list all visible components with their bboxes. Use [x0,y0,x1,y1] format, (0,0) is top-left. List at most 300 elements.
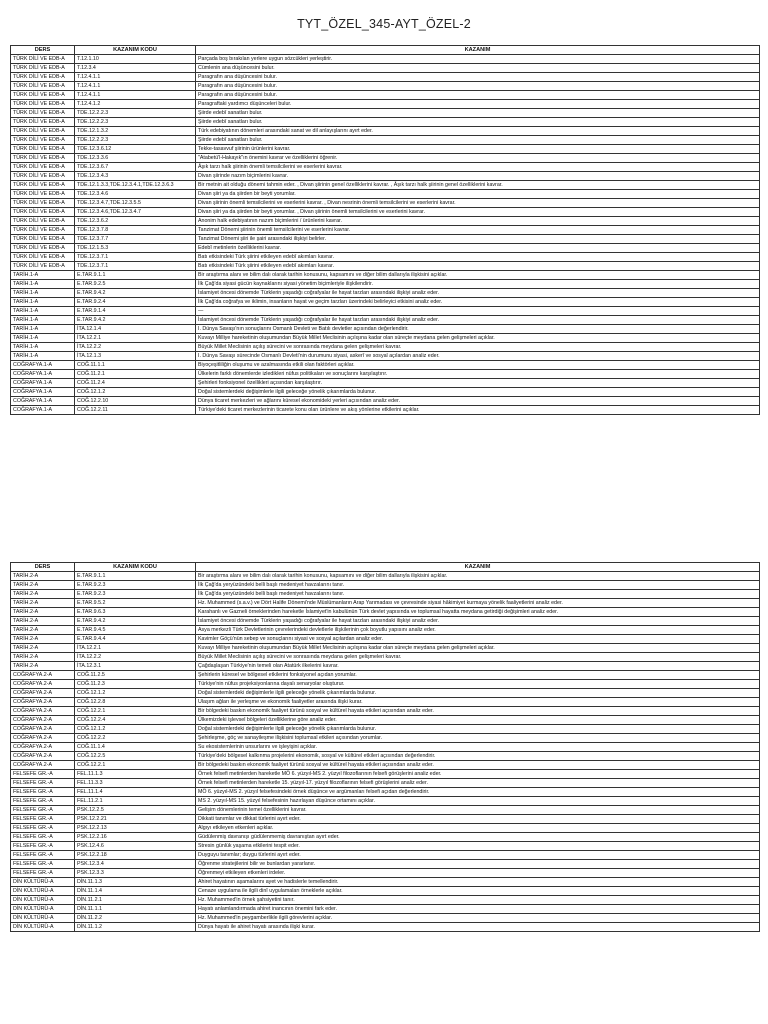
cell-kazanim: İslamiyet öncesi dönemde Türklerin yaşadığı coğrafyalar ile hayat tarzları arasındaki ilişkiyi analiz eder. [196,316,760,325]
table-row [11,743,760,752]
table-header-row [11,46,760,55]
cell-kazanim-kodu: T.12.4.1.1 [75,91,196,100]
cell-kazanim: Doğal sistemlerdeki değişimlerle ilgili geleceğe yönelik çıkarımlarda bulunur. [196,388,760,397]
cell-ders: TÜRK DİLİ VE EDB-A [11,154,75,163]
table-row [11,406,760,415]
cell-kazanim-kodu: COĞ.11.2.3 [75,680,196,689]
cell-ders: TARİH.2-A [11,590,75,599]
table-row [11,590,760,599]
column-header-kazanim-kodu: KAZANIM KODU [75,46,196,55]
cell-ders: FELSEFE GR.-A [11,788,75,797]
cell-ders: TARİH.1-A [11,334,75,343]
cell-kazanim: Şehirleşme, göç ve sanayileşme ilişkisini toplumsal etkileri açısından yorumlar. [196,734,760,743]
cell-kazanim: Kuvayı Milliye hareketinin oluşumundan Büyük Millet Meclisinin açılışına kadar olan süreçte meydana gelen gelişmeleri açıklar. [196,644,760,653]
cell-ders: COĞRAFYA.1-A [11,397,75,406]
cell-kazanim: İslamiyet öncesi dönemde Türklerin yaşadığı coğrafyalar ile hayat tarzları arasındaki ilişkiyi analiz eder. [196,617,760,626]
table-row [11,725,760,734]
table-row [11,208,760,217]
table-row [11,860,760,869]
cell-kazanim: Şiirde edebî sanatları bulur. [196,118,760,127]
cell-kazanim-kodu: TDE.12.3.7.1 [75,262,196,271]
cell-kazanim-kodu: E.TAR.9.6.3 [75,608,196,617]
table-row [11,923,760,932]
table-row [11,235,760,244]
cell-kazanim: Parçada boş bırakılan yerlere uygun sözcükleri yerleştirir. [196,55,760,64]
cell-ders: FELSEFE GR.-A [11,770,75,779]
cell-kazanim-kodu: COĞ.12.2.1 [75,707,196,716]
cell-kazanim: Paragrafın ana düşüncesini bulur. [196,91,760,100]
column-header-kazanim-kodu: KAZANIM KODU [75,563,196,572]
cell-kazanim: Bir araştırma alanı ve bilim dalı olarak tarihin konusunu, kapsamını ve diğer bilim dallarıyla ilişkisini açıklar. [196,271,760,280]
cell-ders: TÜRK DİLİ VE EDB-A [11,208,75,217]
cell-kazanim-kodu: COĞ.12.2.2 [75,734,196,743]
cell-kazanim: Edebî metinlerin özelliklerini kavrar. [196,244,760,253]
cell-kazanim: Dünya ticaret merkezleri ve ağlarını küresel ekonomideki yerleri açısından analiz eder. [196,397,760,406]
column-header-ders: DERS [11,46,75,55]
cell-kazanim-kodu: PSK.12.3.3 [75,869,196,878]
cell-ders: TÜRK DİLİ VE EDB-A [11,217,75,226]
cell-ders: FELSEFE GR.-A [11,815,75,824]
cell-kazanim-kodu: İTA.12.2.1 [75,644,196,653]
table-row [11,325,760,334]
table-row [11,608,760,617]
table-row [11,397,760,406]
cell-kazanim-kodu: PSK.12.2.5 [75,806,196,815]
cell-ders: COĞRAFYA.1-A [11,388,75,397]
cell-ders: TARİH.1-A [11,271,75,280]
table-row [11,779,760,788]
cell-ders: TARİH.2-A [11,644,75,653]
cell-ders: TARİH.2-A [11,653,75,662]
cell-ders: TÜRK DİLİ VE EDB-A [11,73,75,82]
cell-kazanim: Stresin günlük yaşama etkilerini tespit eder. [196,842,760,851]
cell-ders: TÜRK DİLİ VE EDB-A [11,109,75,118]
table-row [11,154,760,163]
table-row [11,644,760,653]
table-row [11,136,760,145]
cell-ders: TÜRK DİLİ VE EDB-A [11,244,75,253]
cell-ders: COĞRAFYA.2-A [11,734,75,743]
cell-ders: DİN KÜLTÜRÜ-A [11,878,75,887]
cell-kazanim: Bir bölgedeki baskın ekonomik faaliyet türünü sosyal ve kültürel hayata etkileri açısından analiz eder. [196,707,760,716]
column-header-ders: DERS [11,563,75,572]
cell-kazanim: Cümlenin ana düşüncesini bulur. [196,64,760,73]
cell-kazanim-kodu: TDE.12.3.7.8 [75,226,196,235]
cell-kazanim-kodu: COĞ.12.2.10 [75,397,196,406]
cell-ders: FELSEFE GR.-A [11,869,75,878]
cell-kazanim-kodu: COĞ.12.1.2 [75,725,196,734]
table-row [11,815,760,824]
cell-ders: TARİH.1-A [11,325,75,334]
cell-ders: DİN KÜLTÜRÜ-A [11,905,75,914]
table-row [11,806,760,815]
table-row [11,581,760,590]
cell-kazanim: Karahanlı ve Gazneli örneklerinden hareketle İslamiyet'in kabulünün Türk devlet yapısında ve toplumsal hayatta meydana getirdiği değişimleri analiz eder. [196,608,760,617]
cell-kazanim: Batı etkisindeki Türk şiirini etkileyen edebî akımları kavrar. [196,253,760,262]
kazanim-table-2 [10,562,760,932]
cell-kazanim-kodu: COĞ.12.2.11 [75,406,196,415]
cell-kazanim: Bir metnin ait olduğu dönemi tahmin eder. , Divan şiirinin genel özelliklerini kavrar. , Âşık tarzı halk şiirinin genel özelliklerini kavrar. [196,181,760,190]
table-row [11,307,760,316]
table-row [11,689,760,698]
cell-ders: TÜRK DİLİ VE EDB-A [11,163,75,172]
cell-kazanim: Dünya hayatı ile ahiret hayatı arasında ilişki kurar. [196,923,760,932]
cell-kazanim-kodu: E.TAR.9.5.2 [75,599,196,608]
cell-kazanim-kodu: COĞ.11.1.4 [75,743,196,752]
cell-kazanim-kodu: COĞ.11.2.5 [75,671,196,680]
cell-kazanim: Divan şiiri ya da şiirden bir beyti yorumlar. , Divan şiirinin önemli temsilcilerini ve eserlerini kavrar. [196,208,760,217]
cell-kazanim-kodu: T.12.3.4 [75,64,196,73]
column-header-kazanim: KAZANIM [196,46,760,55]
cell-ders: TÜRK DİLİ VE EDB-A [11,100,75,109]
table-row [11,869,760,878]
table-row [11,379,760,388]
table-row [11,343,760,352]
cell-ders: COĞRAFYA.2-A [11,725,75,734]
cell-kazanim-kodu: PSK.12.4.6 [75,842,196,851]
table-row [11,253,760,262]
cell-kazanim-kodu: FEL.11.3.3 [75,779,196,788]
cell-ders: TÜRK DİLİ VE EDB-A [11,145,75,154]
cell-kazanim: Divan şiirinde nazım biçimlerini kavrar. [196,172,760,181]
table-row [11,280,760,289]
cell-kazanim: MÖ 6. yüzyıl-MS 2. yüzyıl felsefesindeki örnek düşünce ve argümanları felsefi açıdan değerlendirir. [196,788,760,797]
cell-kazanim-kodu: TDE.12.3.4.6,TDE.12.3.4.7 [75,208,196,217]
cell-kazanim: Dikkati tanımlar ve dikkat türlerini ayırt eder. [196,815,760,824]
cell-kazanim: İslamiyet öncesi dönemde Türklerin yaşadığı coğrafyalar ile hayat tarzları arasındaki ilişkiyi analiz eder. [196,289,760,298]
cell-kazanim-kodu: İTA.12.2.2 [75,343,196,352]
cell-ders: TÜRK DİLİ VE EDB-A [11,91,75,100]
cell-kazanim-kodu: PSK.12.2.13 [75,824,196,833]
cell-kazanim: Şiirde edebî sanatları bulur. [196,136,760,145]
cell-ders: COĞRAFYA.1-A [11,361,75,370]
table-row [11,833,760,842]
cell-kazanim-kodu: PSK.12.2.16 [75,833,196,842]
table-row [11,761,760,770]
cell-kazanim: Divan şiiri ya da şiirden bir beyti yorumlar. [196,190,760,199]
kazanim-table-1 [10,45,760,415]
cell-kazanim: Şehirlerin küresel ve bölgesel etkilerini fonksiyonel açıdan yorumlar. [196,671,760,680]
cell-ders: TÜRK DİLİ VE EDB-A [11,253,75,262]
table-row [11,797,760,806]
cell-kazanim-kodu: DİN.11.1.3 [75,878,196,887]
cell-kazanim-kodu: COĞ.12.1.2 [75,388,196,397]
cell-kazanim: Algıyı etkileyen etkenleri açıklar. [196,824,760,833]
cell-kazanim-kodu: COĞ.12.2.4 [75,716,196,725]
cell-kazanim: Paragrafın ana düşüncesini bulur. [196,82,760,91]
cell-kazanim-kodu: TDE.12.1.3.3,TDE.12.3.4.1,TDE.12.3.6.3 [75,181,196,190]
table-row [11,199,760,208]
cell-kazanim: Âşık tarzı halk şiirinin önemli temsilcilerini ve eserlerini kavrar. [196,163,760,172]
cell-kazanim: Divan şiirinin önemli temsilcilerini ve eserlerini kavrar. , Divan nesrinin önemli temsilcilerini ve eserlerini kavrar. [196,199,760,208]
cell-kazanim-kodu: DİN.11.1.1 [75,905,196,914]
cell-ders: DİN KÜLTÜRÜ-A [11,896,75,905]
cell-kazanim: Duyguyu tanımlar; duygu türlerini ayırt eder. [196,851,760,860]
cell-kazanim-kodu: E.TAR.9.1.1 [75,572,196,581]
cell-kazanim: Tekke-tasavvuf şiirinin ürünlerini kavrar. [196,145,760,154]
cell-kazanim: İlk Çağ'da yeryüzündeki belli başlı medeniyet havzalarını tanır. [196,581,760,590]
cell-ders: DİN KÜLTÜRÜ-A [11,914,75,923]
cell-kazanim: Türk edebiyatının dönemleri arasındaki sanat ve dil anlayışlarını ayırt eder. [196,127,760,136]
cell-kazanim: I. Dünya Savaşı sürecinde Osmanlı Devleti'nin durumunu siyasi, askerî ve sosyal açılardan analiz eder. [196,352,760,361]
column-header-kazanim: KAZANIM [196,563,760,572]
cell-kazanim: Tanzimat Dönemi şiiri ile şairi arasındaki ilişkiyi belirler. [196,235,760,244]
cell-ders: COĞRAFYA.1-A [11,379,75,388]
cell-ders: COĞRAFYA.2-A [11,752,75,761]
cell-kazanim-kodu: DİN.11.2.1 [75,896,196,905]
cell-kazanim-kodu: TDE.12.3.7.1 [75,253,196,262]
cell-kazanim: Asya merkezli Türk Devletlerinin çevrelerindeki devletlerle ilişkilerinin çok boyutlu yapısını analiz eder. [196,626,760,635]
cell-kazanim-kodu: COĞ.12.2.1 [75,761,196,770]
cell-kazanim-kodu: TDE.12.3.4.7,TDE.12.3.5.5 [75,199,196,208]
table-row [11,671,760,680]
cell-kazanim-kodu: COĞ.11.2.4 [75,379,196,388]
cell-kazanim-kodu: E.TAR.9.4.2 [75,289,196,298]
cell-kazanim: Hz. Muhammed'in örnek şahsiyetini tanır. [196,896,760,905]
cell-kazanim-kodu: COĞ.12.2.5 [75,752,196,761]
cell-kazanim-kodu: E.TAR.9.2.3 [75,590,196,599]
cell-kazanim: Batı etkisindeki Türk şiirini etkileyen edebî akımları kavrar. [196,262,760,271]
cell-ders: FELSEFE GR.-A [11,779,75,788]
cell-kazanim: Cenaze uygulama ile ilgili dinî uygulamaları örneklerle açıklar. [196,887,760,896]
cell-kazanim: Biyoçeşitliliğin oluşumu ve azalmasında etkili olan faktörleri açıklar. [196,361,760,370]
cell-kazanim: Çağdaşlaşan Türkiye'nin temeli olan Atatürk ilkelerini kavrar. [196,662,760,671]
cell-kazanim: Büyük Millet Meclisinin açılış sürecini ve sonrasında meydana gelen gelişmeleri kavrar. [196,343,760,352]
cell-kazanim: Paragraftaki yardımcı düşünceleri bulur. [196,100,760,109]
table-row [11,298,760,307]
cell-ders: TÜRK DİLİ VE EDB-A [11,127,75,136]
cell-kazanim: Kavimler Göçü'nün sebep ve sonuçlarını siyasi ve sosyal açılardan analiz eder. [196,635,760,644]
cell-kazanim: Kuvayı Milliye hareketinin oluşumundan Büyük Millet Meclisinin açılışına kadar olan süreçte meydana gelen gelişmeleri açıklar. [196,334,760,343]
cell-ders: FELSEFE GR.-A [11,806,75,815]
cell-kazanim: Büyük Millet Meclisinin açılış sürecini ve sonrasında meydana gelen gelişmeleri kavrar. [196,653,760,662]
cell-kazanim: Örnek felsefi metinlerden hareketle 15. yüzyıl-17. yüzyıl filozoflarının felsefi görüşlerini analiz eder. [196,779,760,788]
cell-kazanim: Bir bölgedeki baskın ekonomik faaliyet türünü sosyal ve kültürel hayata etkileri açısından analiz eder. [196,761,760,770]
cell-ders: FELSEFE GR.-A [11,824,75,833]
table-row [11,770,760,779]
cell-ders: COĞRAFYA.2-A [11,671,75,680]
table-row [11,653,760,662]
cell-kazanim-kodu: PSK.12.2.21 [75,815,196,824]
cell-ders: TÜRK DİLİ VE EDB-A [11,199,75,208]
table-row [11,572,760,581]
cell-kazanim-kodu: İTA.12.3.1 [75,662,196,671]
cell-kazanim-kodu: E.TAR.9.4.2 [75,617,196,626]
cell-kazanim: Ulaşım ağları ile yerleşme ve ekonomik faaliyetler arasında ilişki kurar. [196,698,760,707]
cell-kazanim-kodu: İTA.12.1.3 [75,352,196,361]
cell-kazanim-kodu: E.TAR.9.2.3 [75,581,196,590]
cell-kazanim-kodu: COĞ.12.1.2 [75,689,196,698]
cell-ders: COĞRAFYA.1-A [11,406,75,415]
table-row [11,662,760,671]
cell-ders: TÜRK DİLİ VE EDB-A [11,118,75,127]
cell-kazanim-kodu: FEL.11.2.1 [75,797,196,806]
cell-ders: COĞRAFYA.2-A [11,761,75,770]
cell-ders: TARİH.1-A [11,343,75,352]
cell-ders: COĞRAFYA.2-A [11,698,75,707]
table-row [11,55,760,64]
table-row [11,680,760,689]
table-body [11,572,760,932]
cell-ders: TARİH.1-A [11,316,75,325]
cell-ders: TARİH.1-A [11,280,75,289]
cell-ders: FELSEFE GR.-A [11,842,75,851]
cell-kazanim: Anonim halk edebiyatının nazım biçimlerini / ürünlerini kavrar. [196,217,760,226]
table-row [11,361,760,370]
cell-kazanim-kodu: FEL.11.1.4 [75,788,196,797]
table-row [11,388,760,397]
cell-kazanim: Türkiye'nin nüfus projeksiyonlarına dayalı senaryolar oluşturur. [196,680,760,689]
table-row [11,82,760,91]
cell-kazanim-kodu: TDE.12.1.3.2 [75,127,196,136]
table-row [11,887,760,896]
cell-kazanim: Doğal sistemlerdeki değişimlerle ilgili geleceğe yönelik çıkarımlarda bulunur. [196,725,760,734]
cell-ders: TARİH.1-A [11,289,75,298]
cell-ders: TÜRK DİLİ VE EDB-A [11,226,75,235]
cell-kazanim: İlk Çağ'da yeryüzündeki belli başlı medeniyet havzalarını tanır. [196,590,760,599]
cell-kazanim-kodu: E.TAR.9.1.4 [75,307,196,316]
cell-kazanim-kodu: E.TAR.9.2.5 [75,280,196,289]
cell-ders: TÜRK DİLİ VE EDB-A [11,64,75,73]
table-row [11,851,760,860]
table-row [11,172,760,181]
table-row [11,163,760,172]
cell-ders: TÜRK DİLİ VE EDB-A [11,190,75,199]
table-row [11,316,760,325]
cell-ders: TARİH.2-A [11,599,75,608]
cell-ders: FELSEFE GR.-A [11,833,75,842]
cell-ders: TÜRK DİLİ VE EDB-A [11,262,75,271]
table-row [11,334,760,343]
cell-kazanim-kodu: DİN.11.2.2 [75,914,196,923]
cell-kazanim-kodu: FEL.11.1.3 [75,770,196,779]
table-row [11,842,760,851]
cell-kazanim: "Atabetü'l-Hakayık"ın önemini kavrar ve özelliklerini öğrenir. [196,154,760,163]
cell-ders: TARİH.2-A [11,608,75,617]
cell-kazanim-kodu: TDE.12.3.7.7 [75,235,196,244]
cell-kazanim: Ülkemizdeki işlevsel bölgeleri özelliklerine göre analiz eder. [196,716,760,725]
cell-kazanim: Öğrenmeyi etkileyen etkenleri irdeler. [196,869,760,878]
cell-ders: TÜRK DİLİ VE EDB-A [11,136,75,145]
table-row [11,698,760,707]
cell-ders: COĞRAFYA.2-A [11,707,75,716]
table-row [11,190,760,199]
cell-ders: FELSEFE GR.-A [11,797,75,806]
table-row [11,626,760,635]
cell-kazanim: İlk Çağ'da coğrafya ve iklimin, insanların hayat ve geçim tarzları üzerindeki belirleyici etkisini analiz eder. [196,298,760,307]
cell-kazanim-kodu: TDE.12.3.6.12 [75,145,196,154]
cell-ders: COĞRAFYA.2-A [11,716,75,725]
table-row [11,914,760,923]
cell-kazanim-kodu: T.12.4.1.1 [75,82,196,91]
table-row [11,635,760,644]
table-row [11,127,760,136]
cell-ders: COĞRAFYA.2-A [11,743,75,752]
cell-ders: TARİH.2-A [11,662,75,671]
cell-kazanim: MS 2. yüzyıl-MS 15. yüzyıl felsefesinin hazırlayan düşünce ortamını açıklar. [196,797,760,806]
cell-kazanim: Su ekosistemlerinin unsurlarını ve işleyişini açıklar. [196,743,760,752]
table-row [11,64,760,73]
cell-ders: TÜRK DİLİ VE EDB-A [11,235,75,244]
cell-kazanim-kodu: DİN.11.1.2 [75,923,196,932]
cell-kazanim: Şiirde edebî sanatları bulur. [196,109,760,118]
cell-kazanim-kodu: T.12.4.1.1 [75,73,196,82]
cell-kazanim-kodu: TDE.12.3.6.7 [75,163,196,172]
document-title: TYT_ÖZEL_345-AYT_ÖZEL-2 [297,17,471,31]
cell-kazanim-kodu: İTA.12.2.2 [75,653,196,662]
table-row [11,100,760,109]
cell-kazanim-kodu: TDE.12.2.2.3 [75,136,196,145]
cell-kazanim-kodu: PSK.12.3.4 [75,860,196,869]
cell-kazanim: Hz. Muhammed (s.a.v.) ve Dört Halife Dönemi'nde Müslümanların Arap Yarımadası ve çevresinde siyasi hâkimiyet kurmaya yönelik faaliyetlerini analiz eder. [196,599,760,608]
cell-kazanim-kodu: COĞ.12.2.8 [75,698,196,707]
cell-kazanim-kodu: TDE.12.2.2.3 [75,109,196,118]
cell-ders: TARİH.1-A [11,352,75,361]
table-row [11,289,760,298]
cell-kazanim-kodu: PSK.12.2.18 [75,851,196,860]
table-row [11,905,760,914]
table-row [11,118,760,127]
cell-kazanim-kodu: T.12.1.10 [75,55,196,64]
cell-ders: TÜRK DİLİ VE EDB-A [11,55,75,64]
cell-kazanim: Tanzimat Dönemi şiirinin önemli temsilcilerini ve eserlerini kavrar. [196,226,760,235]
table-row [11,262,760,271]
cell-kazanim: İlk Çağ'da siyasi gücün kaynaklarını siyasi yönetim biçimleriyle ilişkilendirir. [196,280,760,289]
table-row [11,181,760,190]
cell-kazanim: Hayatı anlamlandırmada ahiret inancının önemini fark eder. [196,905,760,914]
cell-kazanim-kodu: TDE.12.3.4.6 [75,190,196,199]
cell-ders: TARİH.2-A [11,581,75,590]
cell-ders: DİN KÜLTÜRÜ-A [11,887,75,896]
cell-ders: TÜRK DİLİ VE EDB-A [11,82,75,91]
cell-ders: FELSEFE GR.-A [11,851,75,860]
cell-kazanim-kodu: COĞ.11.2.1 [75,370,196,379]
cell-kazanim: Hz. Muhammed'in peygamberlikle ilgili görevlerini açıklar. [196,914,760,923]
cell-kazanim-kodu: İTA.12.2.1 [75,334,196,343]
cell-kazanim: Ülkelerin farklı dönemlerde izledikleri nüfus politikaları ve sonuçlarını karşılaştırır. [196,370,760,379]
table-row [11,599,760,608]
table-row [11,109,760,118]
table-row [11,352,760,361]
table-row [11,145,760,154]
table-row [11,734,760,743]
cell-kazanim-kodu: TDE.12.3.6.2 [75,217,196,226]
table-row [11,91,760,100]
cell-kazanim-kodu: E.TAR.9.4.5 [75,626,196,635]
cell-ders: COĞRAFYA.2-A [11,689,75,698]
table-row [11,271,760,280]
table-row [11,788,760,797]
cell-kazanim-kodu: TDE.12.1.5.3 [75,244,196,253]
cell-kazanim: Paragrafın ana düşüncesini bulur. [196,73,760,82]
cell-ders: TARİH.2-A [11,572,75,581]
table-row [11,244,760,253]
table-row [11,824,760,833]
cell-kazanim: Örnek felsefi metinlerden hareketle MÖ 6. yüzyıl-MS 2. yüzyıl filozoflarının felsefi görüşlerini analiz eder. [196,770,760,779]
cell-ders: TARİH.1-A [11,307,75,316]
cell-kazanim: Ahiret hayatının aşamalarını ayet ve hadislerle temellendirir. [196,878,760,887]
cell-kazanim-kodu: TDE.12.3.4.3 [75,172,196,181]
cell-kazanim: — [196,307,760,316]
cell-kazanim: Güdülenmiş davranışı güdülenmemiş davranıştan ayırt eder. [196,833,760,842]
table-body [11,55,760,415]
cell-ders: TARİH.2-A [11,635,75,644]
cell-ders: TÜRK DİLİ VE EDB-A [11,181,75,190]
cell-kazanim-kodu: E.TAR.9.4.2 [75,316,196,325]
cell-kazanim-kodu: TDE.12.3.3.6 [75,154,196,163]
cell-ders: TARİH.1-A [11,298,75,307]
cell-kazanim-kodu: TDE.12.2.2.3 [75,118,196,127]
